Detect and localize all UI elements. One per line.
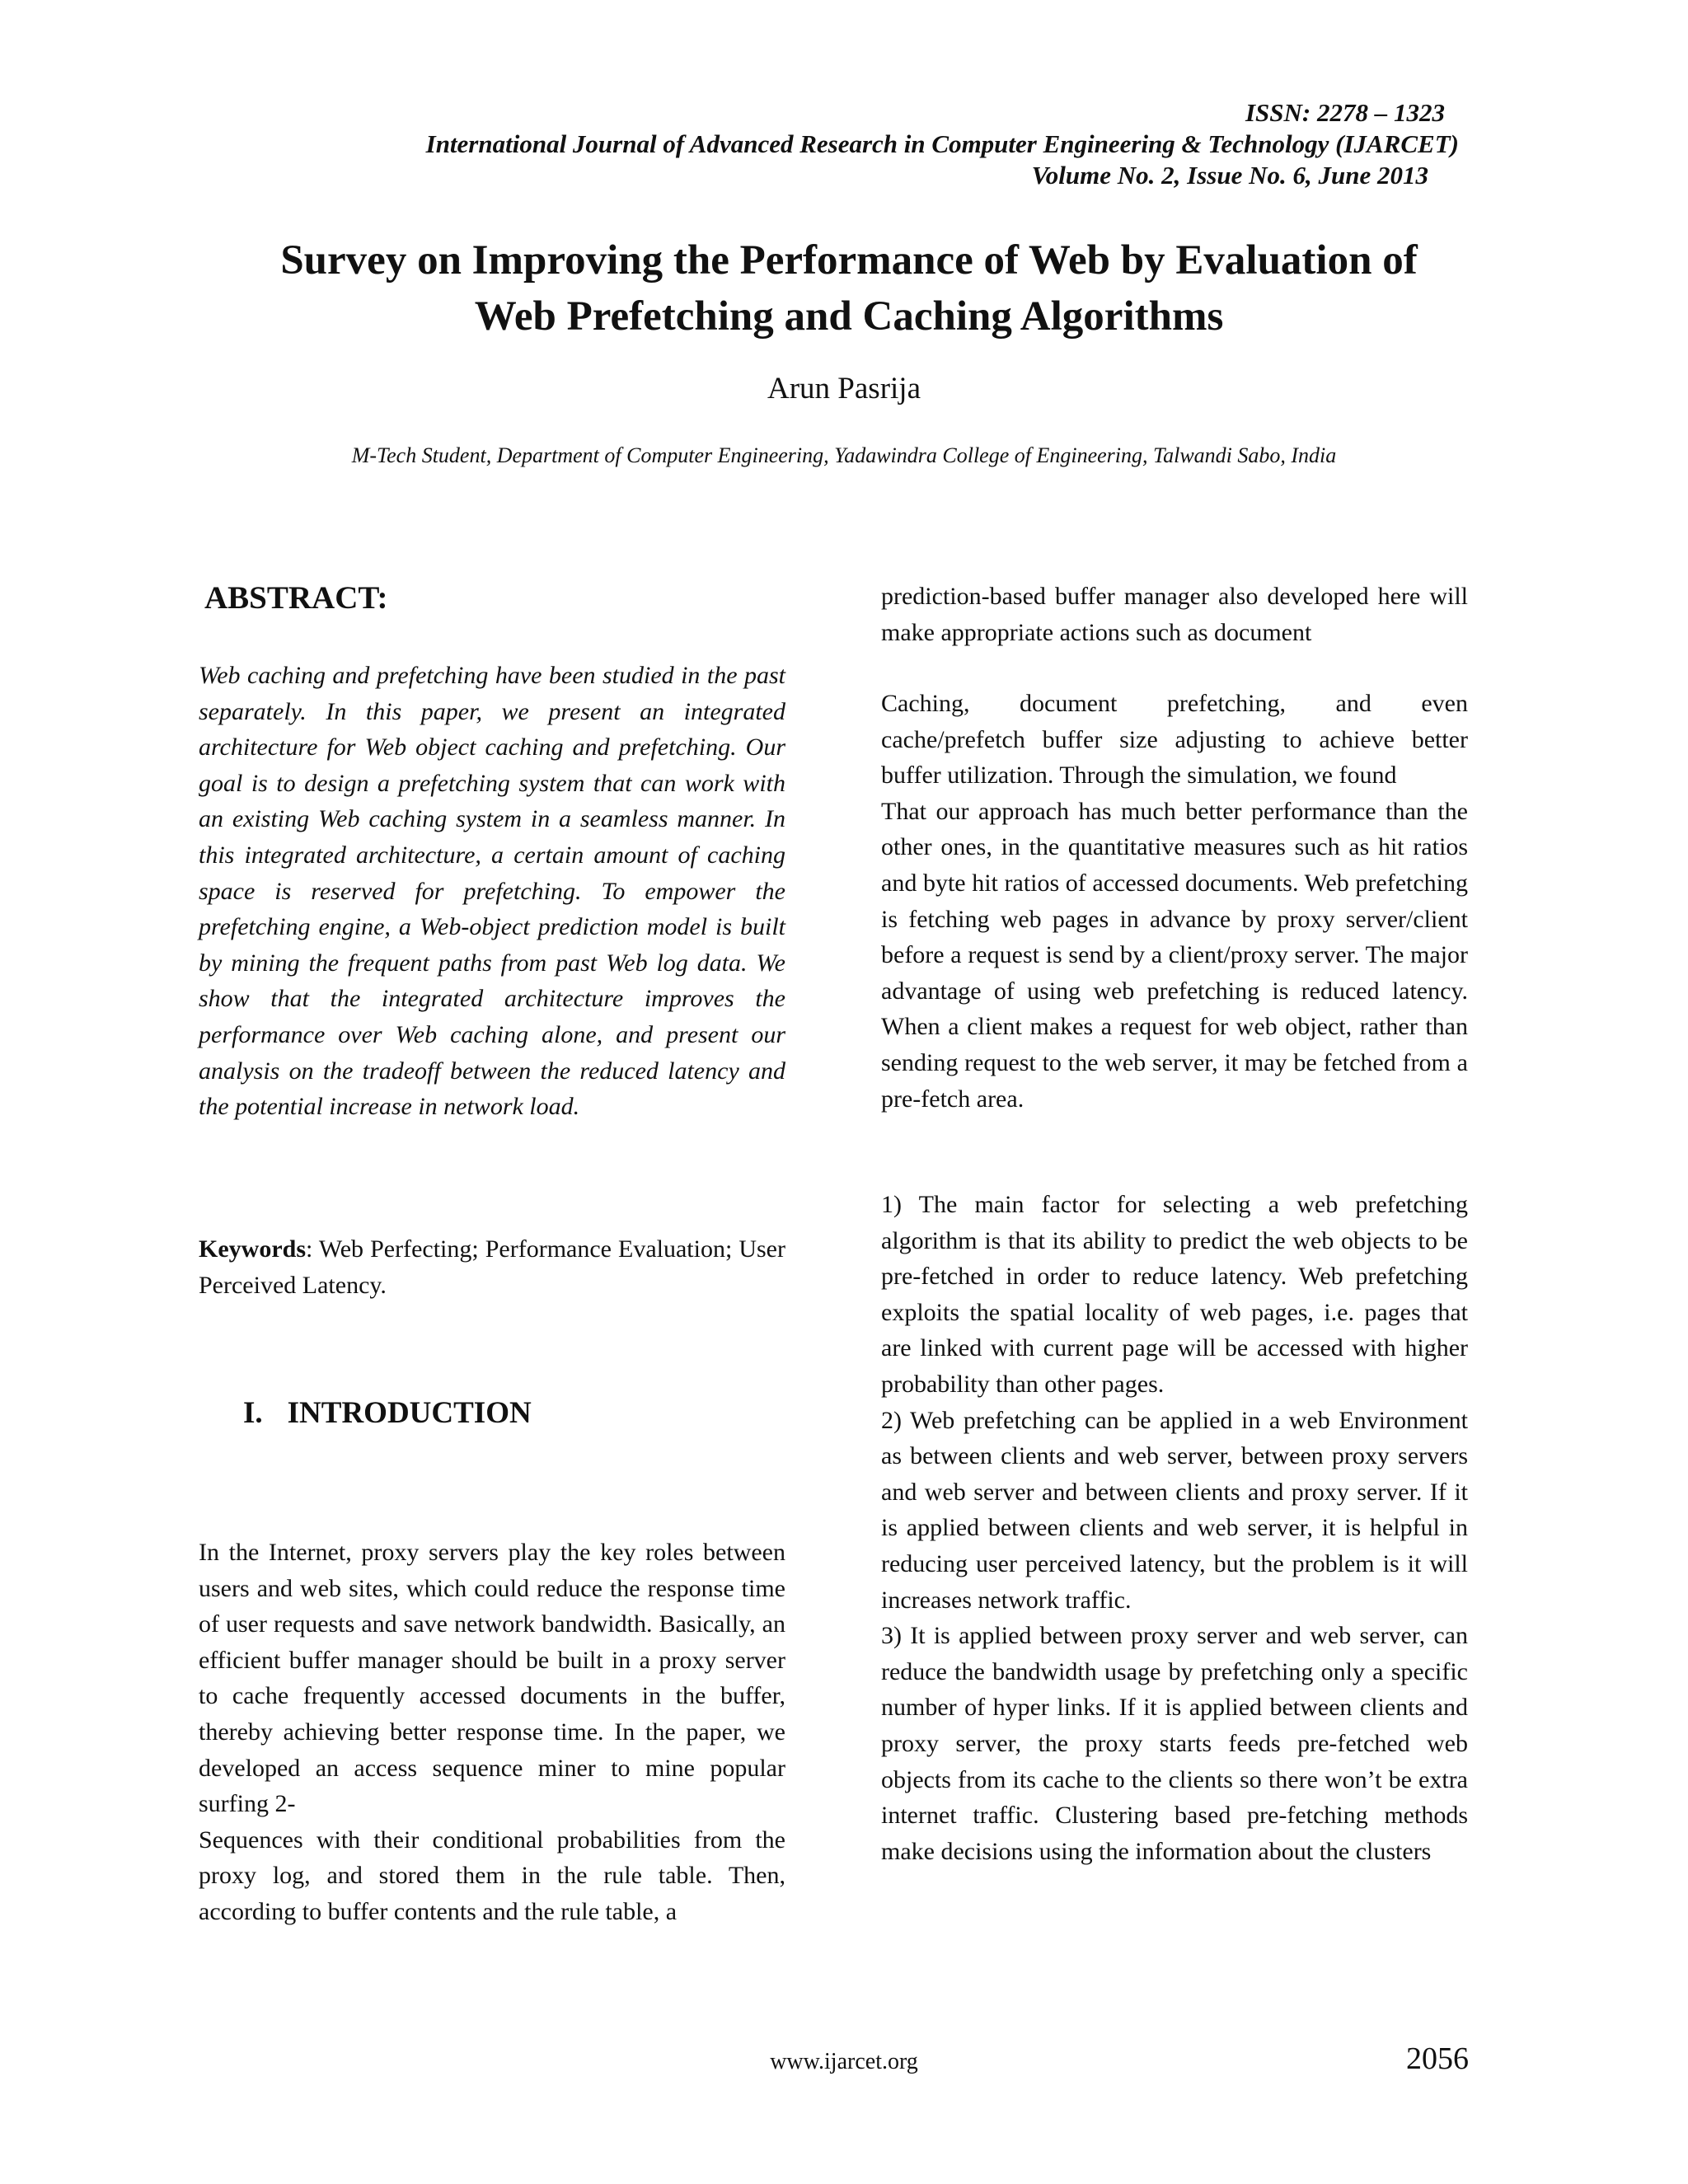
list-item-1: 1) The main factor for selecting a web prefetching algorithm is that its ability to predict the web objects to be pre-fetched in order to reduce latency. Web prefetching exploits the spatial locality of web pages, i.e. pages that are linked with current page will be accessed with higher probability than other pages.: [881, 1191, 1468, 1398]
author-name: Arun Pasrija: [767, 372, 921, 405]
right-paragraph-2-line-3: That our approach has much better performance than the other ones, in the quantitative measures such as hit ratios and byte hit ratios of accessed documents. Web prefetching is fetching web pages in advance by proxy server/client before a request is send by a client/proxy server. The major advantage of using web prefetching is reduced latency. When a client makes a request for web object, rather than sending request to the web server, it may be fetched from a pre-fetch area.: [881, 797, 1468, 1113]
right-paragraph-2-line-2: cache/prefetch buffer size adjusting to achieve better buffer utilization. Through the simulation, we found: [881, 725, 1468, 790]
right-paragraph-2: [881, 686, 1468, 1117]
page-number: 2056: [1406, 2041, 1469, 2076]
keywords-text: : Web Perfecting; Performance Evaluation; User Perceived Latency.: [199, 1235, 785, 1299]
keywords: [199, 1231, 785, 1303]
list-item-3: 3) It is applied between proxy server and web server, can reduce the bandwidth usage by prefetching only a specific number of hyper links. If it is applied between clients and proxy server, the proxy starts feeds pre-fetched web objects from its cache to the clients so there won’t be extra internet traffic. Clustering based pre-fetching methods make decisions using the information about the clusters: [881, 1622, 1468, 1865]
abstract-heading: ABSTRACT:: [204, 580, 388, 616]
title-line-1: Survey on Improving the Performance of Web by Evaluation of: [280, 237, 1418, 284]
keywords-label: Keywords: [199, 1235, 306, 1263]
paper-title: [148, 232, 1550, 344]
section-number: I.: [243, 1396, 263, 1430]
footer-url: www.ijarcet.org: [770, 2049, 918, 2074]
right-paragraph-2-line-1: Caching, document prefetching, and even: [881, 690, 1468, 717]
journal-name: International Journal of Advanced Research in Computer Engineering & Technology (IJARCET): [425, 129, 1459, 158]
list-item-2: 2) Web prefetching can be applied in a web Environment as between clients and web server, between proxy servers and web server and between clients and proxy server. If it is applied between clients and web server, it is helpful in reducing user perceived latency, but the problem is it will increases network traffic.: [881, 1406, 1468, 1614]
section-title: INTRODUCTION: [287, 1396, 532, 1430]
title-line-2: Web Prefetching and Caching Algorithms: [474, 293, 1224, 340]
abstract-body: Web caching and prefetching have been studied in the past separately. In this paper, we present an integrated architecture for Web object caching and prefetching. Our goal is to design a prefetching system that can work with an existing Web caching system in a seamless manner. In this integrated architecture, a certain amount of caching space is reserved for prefetching. To empower the prefetching engine, a Web-object prediction model is built by mining the frequent paths from past Web log data. We show that the integrated architecture improves the performance over Web caching alone, and present our analysis on the tradeoff between the reduced latency and the potential increase in network load.: [199, 662, 785, 1121]
right-numbered-list: [881, 1187, 1468, 1869]
issn-label: ISSN: 2278 – 1323: [1245, 98, 1445, 127]
right-paragraph-1-text: prediction-based buffer manager also developed here will make appropriate actions such as document: [881, 583, 1468, 646]
right-paragraph-1: [881, 579, 1468, 650]
author-affiliation: M-Tech Student, Department of Computer Engineering, Yadawindra College of Engineering, Talwandi Sabo, India: [351, 443, 1337, 467]
introduction-body: [199, 1535, 785, 1930]
volume-info: Volume No. 2, Issue No. 6, June 2013: [1031, 161, 1428, 190]
intro-paragraph-1: In the Internet, proxy servers play the key roles between users and web sites, which could reduce the response time of user requests and save network bandwidth. Basically, an efficient buffer manager should be built in a proxy server to cache frequently accessed documents in the buffer, thereby achieving better response time. In the paper, we developed an access sequence miner to mine popular surfing 2-: [199, 1539, 785, 1818]
intro-paragraph-2: Sequences with their conditional probabilities from the proxy log, and stored them in the rule table. Then, according to buffer contents and the rule table, a: [199, 1825, 785, 1925]
introduction-heading: [243, 1394, 532, 1432]
